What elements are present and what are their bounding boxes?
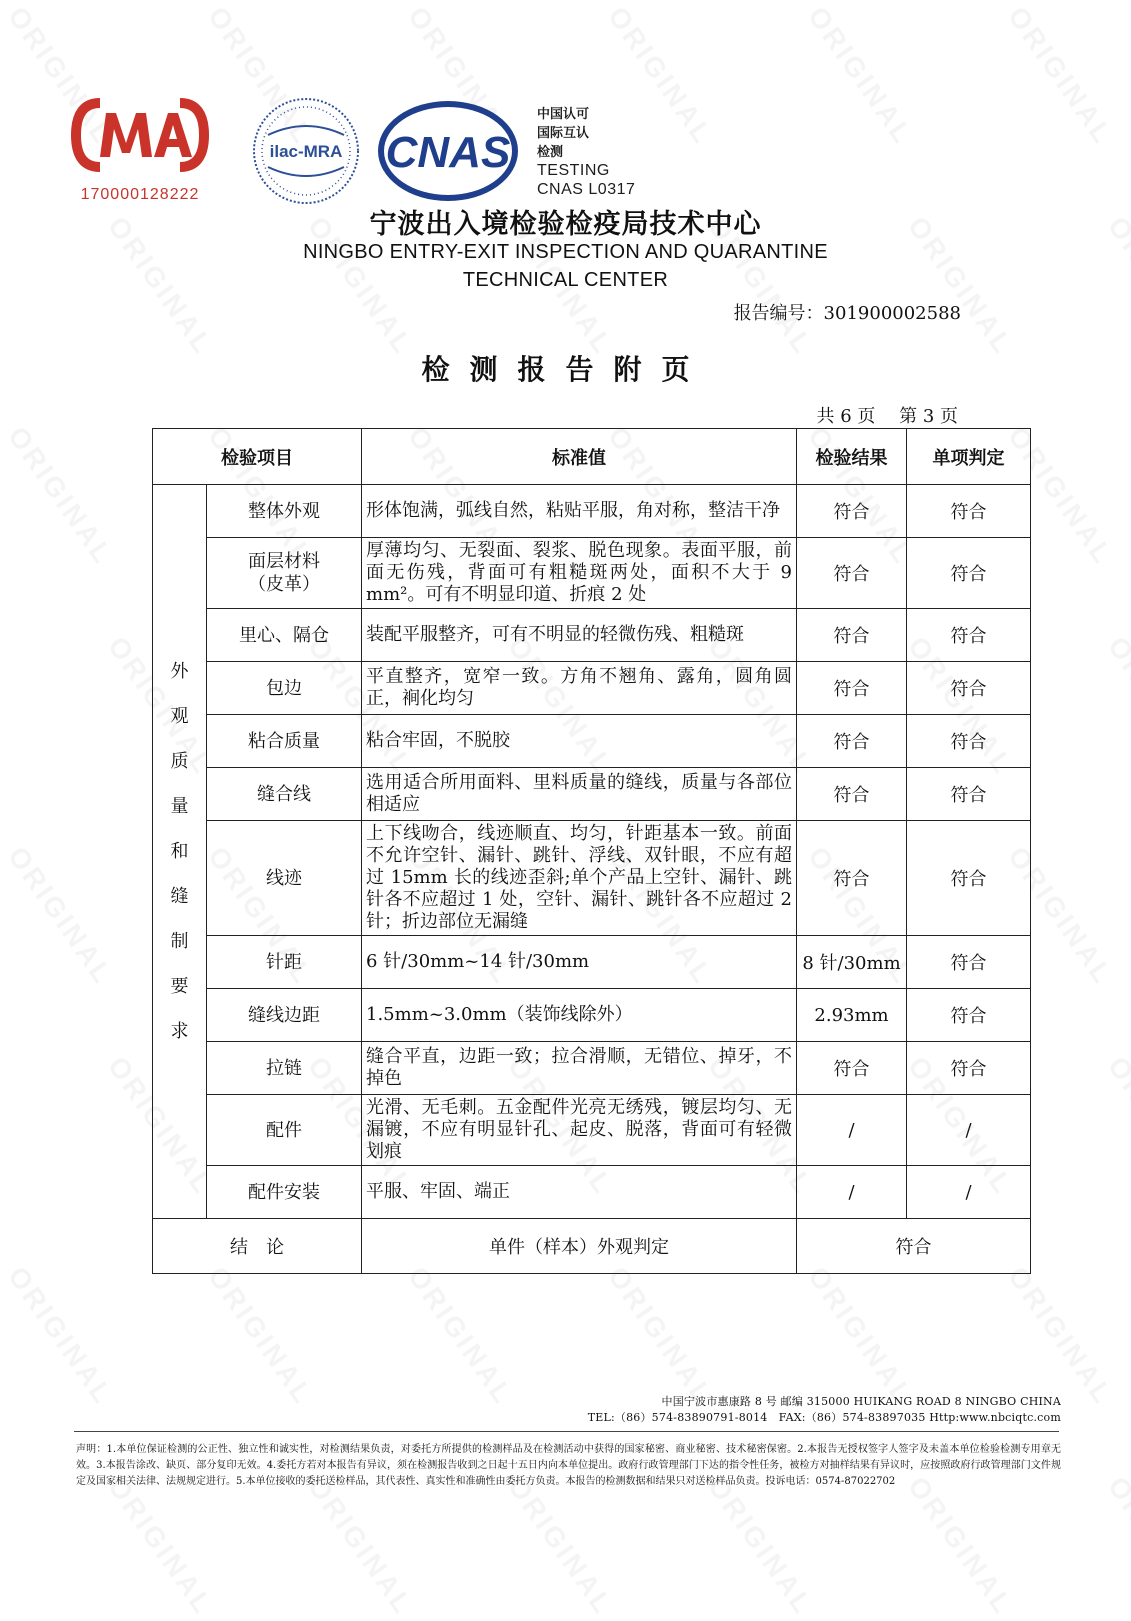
group-label-char: 制: [170, 931, 189, 952]
group-label-char: 质: [170, 751, 189, 772]
standard-value: 光滑、无毛刺。五金配件光亮无绣残，镀层均匀、无漏镀，不应有明显针孔、起皮、脱落，背面可有轻微划痕: [362, 1095, 797, 1166]
watermark-text: [1101, 1051, 1131, 1201]
item-judgement: /: [907, 1095, 1031, 1166]
cnas-info-line: 国际互认: [537, 125, 590, 140]
watermark-text: [1101, 631, 1131, 781]
item-name: 包边: [207, 662, 362, 715]
document-title: 检测报告附页: [421, 353, 710, 386]
table-row: [153, 936, 1031, 989]
cnas-info-line: CNAS L0317: [537, 181, 636, 198]
item-judgement: 符合: [907, 715, 1031, 768]
cnas-info-line: 中国认可: [537, 106, 590, 121]
group-label: [153, 485, 207, 1219]
item-judgement: 符合: [907, 662, 1031, 715]
item-judgement: 符合: [907, 936, 1031, 989]
conclusion-row: [153, 1219, 1031, 1274]
cnas-text: CNAS: [385, 128, 511, 177]
watermark-text: [401, 1261, 519, 1411]
table-row: [153, 821, 1031, 936]
test-result: 2.93mm: [797, 989, 907, 1042]
header-standard: 标准值: [362, 429, 797, 485]
cma-logo: [70, 95, 210, 175]
cma-code: 170000128222: [80, 186, 200, 203]
standard-value: 平直整齐，宽窄一致。方角不翘角、露角，圆角圆正，裥化均匀: [362, 662, 797, 715]
item-name: 缝线边距: [207, 989, 362, 1042]
conclusion-label: 结 论: [153, 1219, 362, 1274]
item-judgement: 符合: [907, 485, 1031, 538]
watermark-text: [601, 1261, 719, 1411]
item-judgement: /: [907, 1166, 1031, 1219]
standard-value: 厚薄均匀、无裂面、裂浆、脱色现象。表面平服，前面无伤残，背面可有粗糙斑两处，面积不大于 9 mm²。可有不明显印道、折痕 2 处: [362, 538, 797, 609]
standard-value: 缝合平直，边距一致；拉合滑顺，无错位、掉牙，不掉色: [362, 1042, 797, 1095]
group-label-char: 外: [170, 661, 189, 682]
header-result: 检验结果: [797, 429, 907, 485]
standard-value: 6 针/30mm~14 针/30mm: [362, 936, 797, 989]
table-header-row: [153, 429, 1031, 485]
item-name: 面层材料 （皮革）: [207, 538, 362, 609]
group-label-char: 求: [170, 1021, 189, 1042]
conclusion-result: 符合: [797, 1219, 1031, 1274]
standard-value: 平服、牢固、端正: [362, 1166, 797, 1219]
item-name: 配件: [207, 1095, 362, 1166]
watermark-text: [301, 1471, 419, 1621]
item-name: 拉链: [207, 1042, 362, 1095]
ilac-text: ilac-MRA: [269, 142, 343, 161]
watermark-text: [201, 1261, 319, 1411]
header-item: 检验项目: [153, 429, 362, 485]
test-result: /: [797, 1166, 907, 1219]
report-number: 报告编号：301900002588: [733, 303, 961, 324]
inspection-table: [152, 428, 1031, 1274]
test-result: 符合: [797, 768, 907, 821]
item-name: 整体外观: [207, 485, 362, 538]
org-name-en-line1: NINGBO ENTRY-EXIT INSPECTION AND QUARANTINE: [303, 241, 828, 263]
item-name: 缝合线: [207, 768, 362, 821]
watermark-text: [701, 1471, 819, 1621]
item-judgement: 符合: [907, 538, 1031, 609]
item-name: 配件安装: [207, 1166, 362, 1219]
test-result: 符合: [797, 1042, 907, 1095]
table-row: [153, 1095, 1031, 1166]
watermark-text: [1, 421, 119, 571]
table-row: [153, 538, 1031, 609]
standard-value: 1.5mm~3.0mm（装饰线除外）: [362, 989, 797, 1042]
disclaimer-notice: 声明：1.本单位保证检测的公正性、独立性和诚实性，对检测结果负责，对委托方所提供的检测样品及在检测活动中获得的国家秘密、商业秘密、技术秘密保密。2.本报告无授权签字人签字及未盖本单位检验检测专用章无效。3.本报告涂改、缺页、部分复印无效。4.委托方若对本报告有异议，须在检测报告收到之日起十五日内向本单位提出。政府行政管理部门下达的指令性任务，被检方对抽样结果有异议时，应按照政府行政管理部门文件规定及国家相关法律、法规规定进行。5.本单位接收的委托送检样品，其代表性、真实性和准确性由委托方负责。本报告的检测数据和结果只对送检样品负责。投诉电话：0574-87022702: [76, 1444, 1061, 1487]
item-judgement: 符合: [907, 821, 1031, 936]
table-row: [153, 609, 1031, 662]
standard-value: 选用适合所用面料、里料质量的缝线，质量与各部位相适应: [362, 768, 797, 821]
watermark-text: [1, 841, 119, 991]
address-line-1: 中国宁波市惠康路 8 号 邮编 315000 HUIKANG ROAD 8 NINGBO CHINA: [661, 1395, 1061, 1408]
item-judgement: 符合: [907, 989, 1031, 1042]
cnas-info-line: 检测: [537, 144, 564, 159]
test-result: 8 针/30mm: [797, 936, 907, 989]
table-row: [153, 485, 1031, 538]
standard-value: 装配平服整齐，可有不明显的轻微伤残、粗糙斑: [362, 609, 797, 662]
watermark-text: [1101, 1471, 1131, 1621]
standard-value: 粘合牢固，不脱胶: [362, 715, 797, 768]
watermark-text: [1001, 1261, 1119, 1411]
item-judgement: 符合: [907, 1042, 1031, 1095]
test-result: 符合: [797, 715, 907, 768]
test-result: 符合: [797, 662, 907, 715]
table-row: [153, 1042, 1031, 1095]
table-row: [153, 662, 1031, 715]
watermark-text: [801, 1, 919, 151]
watermark-text: [101, 1471, 219, 1621]
test-result: 符合: [797, 821, 907, 936]
group-label-char: 量: [170, 796, 189, 817]
item-judgement: 符合: [907, 768, 1031, 821]
table-row: [153, 715, 1031, 768]
watermark-text: [901, 1471, 1019, 1621]
header-judgement: 单项判定: [907, 429, 1031, 485]
ilac-mra-logo: [250, 95, 362, 207]
page-info: 共 6 页 第 3 页: [816, 406, 958, 427]
group-label-char: 和: [170, 841, 189, 862]
group-label-char: 要: [170, 976, 189, 997]
cnas-logo: [376, 97, 521, 205]
item-name: 粘合质量: [207, 715, 362, 768]
footer-divider: [74, 1431, 1059, 1432]
group-label-char: 观: [170, 706, 189, 727]
test-result: 符合: [797, 538, 907, 609]
watermark-text: [801, 1261, 919, 1411]
standard-value: 上下线吻合，线迹顺直、均匀，针距基本一致。前面不允许空针、漏针、跳针、浮线、双针眼，不应有超过 15mm 长的线迹歪斜;单个产品上空针、漏针、跳针各不应超过 1 处，空针、漏针、跳针各不应超过 2 针；折边部位无漏缝: [362, 821, 797, 936]
cnas-info-line: TESTING: [537, 162, 610, 179]
group-label-char: 缝: [170, 886, 189, 907]
test-result: 符合: [797, 609, 907, 662]
watermark-text: [1001, 1, 1119, 151]
org-name-cn: 宁波出入境检验检疫局技术中心: [369, 209, 762, 240]
watermark-text: [501, 1471, 619, 1621]
cnas-info: [537, 104, 635, 199]
item-judgement: 符合: [907, 609, 1031, 662]
item-name: 线迹: [207, 821, 362, 936]
table-row: [153, 768, 1031, 821]
watermark-text: [1, 1261, 119, 1411]
conclusion-standard: 单件（样本）外观判定: [362, 1219, 797, 1274]
standard-value: 形体饱满，弧线自然，粘贴平服，角对称，整洁干净: [362, 485, 797, 538]
item-name: 针距: [207, 936, 362, 989]
org-name-en-line2: TECHNICAL CENTER: [462, 269, 669, 291]
table-row: [153, 989, 1031, 1042]
test-result: /: [797, 1095, 907, 1166]
item-name: 里心、隔仓: [207, 609, 362, 662]
table-row: [153, 1166, 1031, 1219]
test-result: 符合: [797, 485, 907, 538]
address-line-2: TEL:（86）574-83890791-8014 FAX:（86）574-83897035 Http:www.nbciqtc.com: [587, 1411, 1061, 1424]
